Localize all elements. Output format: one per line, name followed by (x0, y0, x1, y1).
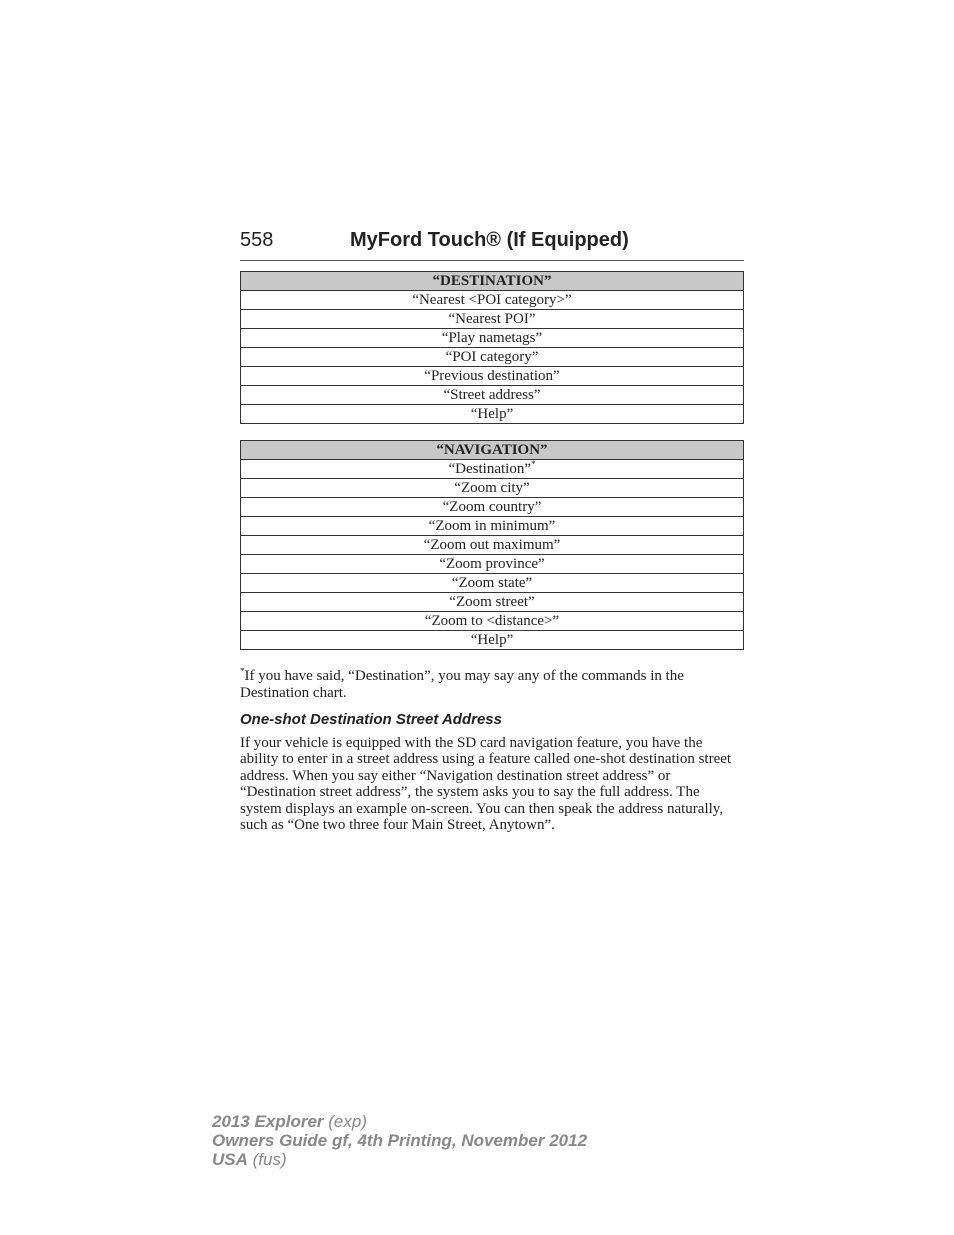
footer-market: USA (212, 1150, 248, 1169)
page-number: 558 (240, 229, 274, 251)
table-heading: “DESTINATION” (241, 272, 744, 291)
footer-model: 2013 Explorer (212, 1112, 324, 1131)
table-row (241, 536, 744, 555)
table-cell (241, 460, 744, 479)
table-cell: “Street address” (241, 386, 744, 405)
table-cell: “Previous destination” (241, 367, 744, 386)
table-cell: “Zoom city” (241, 479, 744, 498)
table-cell: “Zoom state” (241, 574, 744, 593)
page-header (240, 229, 744, 261)
footer-market-code: (fus) (252, 1150, 287, 1169)
table-row (241, 479, 744, 498)
footnote (240, 668, 744, 702)
footnote-marker: * (530, 459, 536, 469)
table-row (241, 291, 744, 310)
table-cell: “Zoom to <distance>” (241, 612, 744, 631)
table-row (241, 405, 744, 424)
footer-line-2 (212, 1131, 587, 1150)
page-footer (212, 1112, 587, 1169)
table-cell: “Zoom in minimum” (241, 517, 744, 536)
table-row (241, 348, 744, 367)
subheading: One-shot Destination Street Address (240, 711, 502, 728)
table-cell: “Zoom out maximum” (241, 536, 744, 555)
table-header-row (241, 441, 744, 460)
table-cell: “Nearest <POI category>” (241, 291, 744, 310)
footer-line-1 (212, 1112, 587, 1131)
footer-model-code: (exp) (328, 1112, 367, 1131)
table-row (241, 631, 744, 650)
footer-line-3 (212, 1150, 587, 1169)
destination-commands-table (240, 271, 744, 424)
table-row (241, 310, 744, 329)
table-row (241, 460, 744, 479)
footer-printing: Owners Guide gf, 4th Printing, November 2012 (212, 1131, 588, 1150)
table-row (241, 593, 744, 612)
table-row (241, 367, 744, 386)
table-cell: “POI category” (241, 348, 744, 367)
table-row (241, 612, 744, 631)
table-cell: “Nearest POI” (241, 310, 744, 329)
table-row (241, 498, 744, 517)
cell-text: “Destination” (448, 461, 531, 477)
body-paragraph: If your vehicle is equipped with the SD card navigation feature, you have the ability to enter in a street address using a feature called one-shot destination street address. When you say either “Navigation destination street address” or “Destination street address”, the system asks you to say the full address. The system displays an example on-screen. You can then speak the address naturally, such as “One two three four Main Street, Anytown”. (240, 735, 732, 834)
navigation-commands-table (240, 440, 744, 650)
table-row (241, 574, 744, 593)
table-cell: “Play nametags” (241, 329, 744, 348)
table-cell: “Help” (241, 405, 744, 424)
table-heading: “NAVIGATION” (241, 441, 744, 460)
table-row (241, 329, 744, 348)
table-cell: “Zoom province” (241, 555, 744, 574)
table-row (241, 386, 744, 405)
table-row (241, 555, 744, 574)
table-cell: “Help” (241, 631, 744, 650)
section-title: MyFord Touch® (If Equipped) (350, 229, 629, 251)
table-cell: “Zoom street” (241, 593, 744, 612)
footnote-text: If you have said, “Destination”, you may say any of the commands in the Destination chart. (240, 668, 684, 701)
footnote-marker: * (240, 666, 245, 676)
table-cell: “Zoom country” (241, 498, 744, 517)
table-row (241, 517, 744, 536)
table-header-row (241, 272, 744, 291)
